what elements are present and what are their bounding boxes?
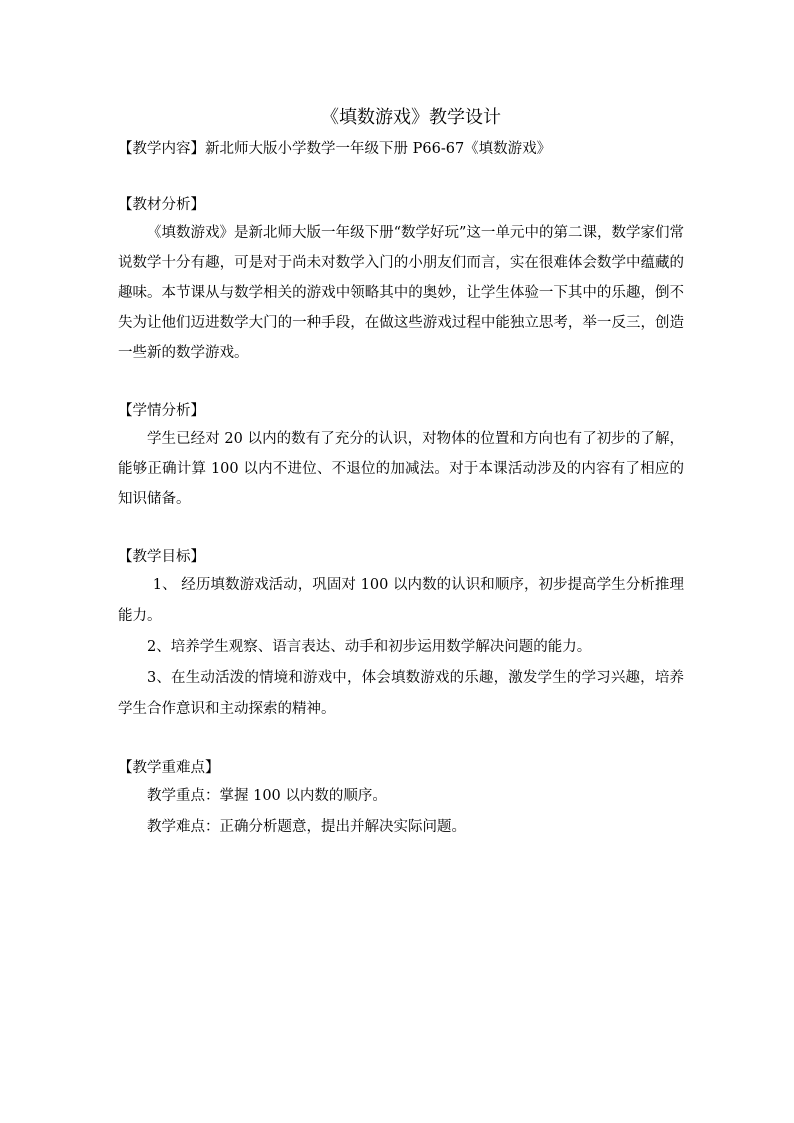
section-heading-students: 【学情分析】 bbox=[118, 403, 205, 419]
document-page bbox=[118, 104, 684, 843]
goal-item-2: 2、培养学生观察、语言表达、动手和初步运用数学解决问题的能力。 bbox=[147, 639, 592, 655]
section-heading-goals: 【教学目标】 bbox=[118, 549, 205, 565]
spacer bbox=[118, 162, 684, 192]
student-analysis-paragraph: 学生已经对 20 以内的数有了充分的认识，对物体的位置和方向也有了初步的了解，能够正确计算 100 以内不进位、不退位的加减法。对于本课活动涉及的内容有了相应的知识储备。 bbox=[118, 431, 684, 507]
section-teaching-goals bbox=[118, 544, 684, 725]
textbook-analysis-paragraph: 《填数游戏》是新北师大版一年级下册“数学好玩”这一单元中的第二课，数学家们常说数学十分有趣，可是对于尚未对数学入门的小朋友们而言，实在很难体会数学中蕴藏的趣味。本节课从与数学相关的游戏中领略其中的奥妙，让学生体验一下其中的乐趣，倒不失为让他们迈进数学大门的一种手段，在做这些游戏过程中能独立思考，举一反三，创造一些新的数学游戏。 bbox=[118, 225, 684, 361]
goal-item-3: 3、在生动活泼的情境和游戏中，体会填数游戏的乐趣，激发学生的学习兴趣，培养学生合作意识和主动探索的精神。 bbox=[118, 670, 684, 717]
section-heading-textbook: 【教材分析】 bbox=[118, 197, 205, 213]
key-difficulty-line: 教学难点：正确分析题意，提出并解决实际问题。 bbox=[147, 819, 466, 835]
section-key-points bbox=[118, 755, 684, 843]
teaching-content-line: 【教学内容】新北师大版小学数学一年级下册 P66-67《填数游戏》 bbox=[118, 141, 552, 157]
document-title: 《填数游戏》教学设计 bbox=[321, 107, 501, 128]
spacer bbox=[118, 725, 684, 755]
goal-item-1: 1、 经历填数游戏活动，巩固对 100 以内数的认识和顺序，初步提高学生分析推理能力。 bbox=[118, 577, 684, 624]
spacer bbox=[118, 514, 684, 544]
section-heading-key-points: 【教学重难点】 bbox=[118, 760, 220, 776]
key-focus-line: 教学重点：掌握 100 以内数的顺序。 bbox=[147, 788, 387, 804]
section-student-analysis bbox=[118, 398, 684, 514]
section-textbook-analysis bbox=[118, 192, 684, 368]
spacer bbox=[118, 368, 684, 398]
